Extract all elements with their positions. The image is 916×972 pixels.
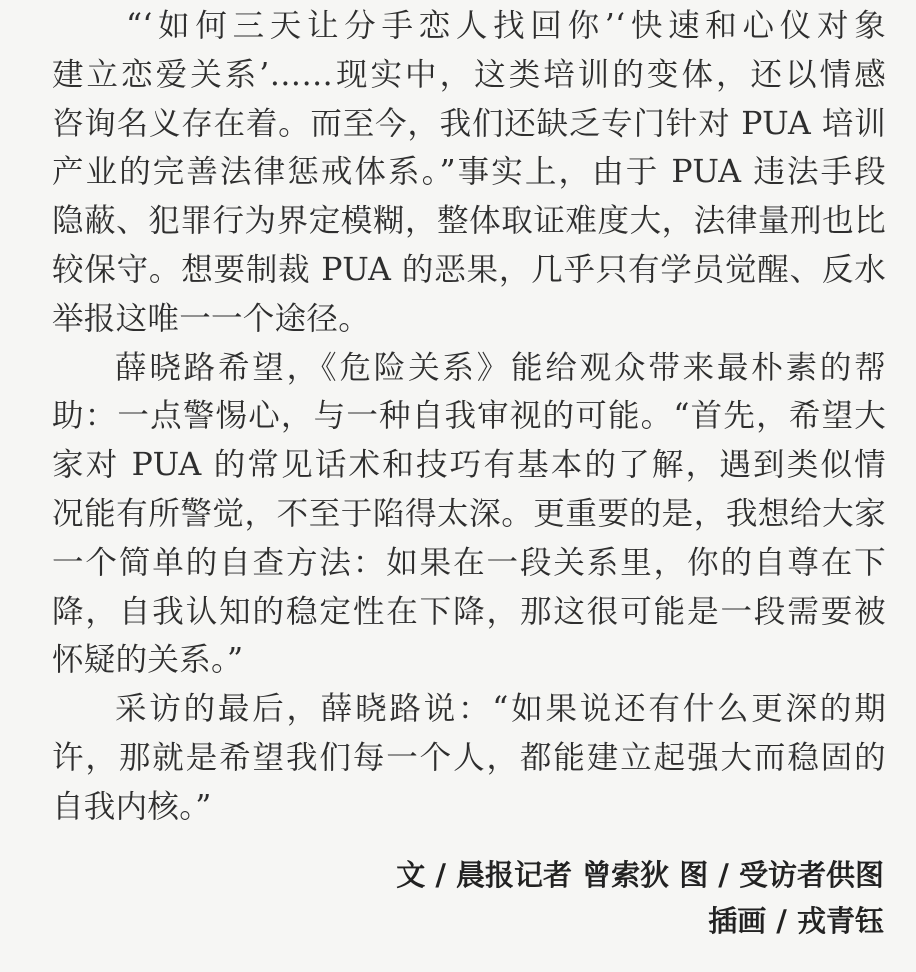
text-line: 自我内核。” bbox=[52, 788, 212, 825]
paragraph-1 bbox=[52, 2, 886, 344]
text-line: 家对 PUA 的常见话术和技巧有基本的了解，遇到类似情 bbox=[52, 447, 886, 484]
text-line: 采访的最后，薛晓路说：“如果说还有什么更深的期 bbox=[115, 691, 886, 728]
text-line: 怀疑的关系。” bbox=[52, 642, 244, 679]
text-line: 咨询名义存在着。而至今，我们还缺乏专门针对 PUA 培训 bbox=[52, 105, 886, 142]
text-line: 许，那就是希望我们每一个人，都能建立起强大而稳固的 bbox=[52, 739, 886, 776]
paragraph-3 bbox=[52, 685, 886, 831]
text-line: 举报这唯一一个途径。 bbox=[52, 300, 371, 337]
text-line: 况能有所警觉，不至于陷得太深。更重要的是，我想给大家 bbox=[52, 495, 886, 532]
text-line: 建立恋爱关系’……现实中，这类培训的变体，还以情感 bbox=[52, 56, 886, 93]
illustration-credit: 插画 / 戎青钰 bbox=[708, 904, 884, 938]
text-line: 薛晓路希望，《危险关系》能给观众带来最朴素的帮 bbox=[115, 349, 886, 386]
text-line: 助：一点警惕心，与一种自我审视的可能。“首先，希望大 bbox=[52, 398, 886, 435]
text-line: 较保守。想要制裁 PUA 的恶果，几乎只有学员觉醒、反水 bbox=[52, 251, 886, 288]
text-line: “‘如何三天让分手恋人找回你’‘快速和心仪对象 bbox=[126, 8, 886, 44]
text-line: 一个简单的自查方法：如果在一段关系里，你的自尊在下 bbox=[52, 544, 886, 581]
article-credits bbox=[396, 852, 884, 944]
article-body bbox=[52, 2, 886, 832]
author-photo-credit: 文 / 晨报记者 曾索狄 图 / 受访者供图 bbox=[396, 858, 884, 892]
paragraph-2 bbox=[52, 344, 886, 686]
text-line: 隐蔽、犯罪行为界定模糊，整体取证难度大，法律量刑也比 bbox=[52, 203, 886, 240]
text-line: 降，自我认知的稳定性在下降，那这很可能是一段需要被 bbox=[52, 593, 886, 630]
text-line: 产业的完善法律惩戒体系。”事实上，由于 PUA 违法手段 bbox=[52, 154, 886, 191]
